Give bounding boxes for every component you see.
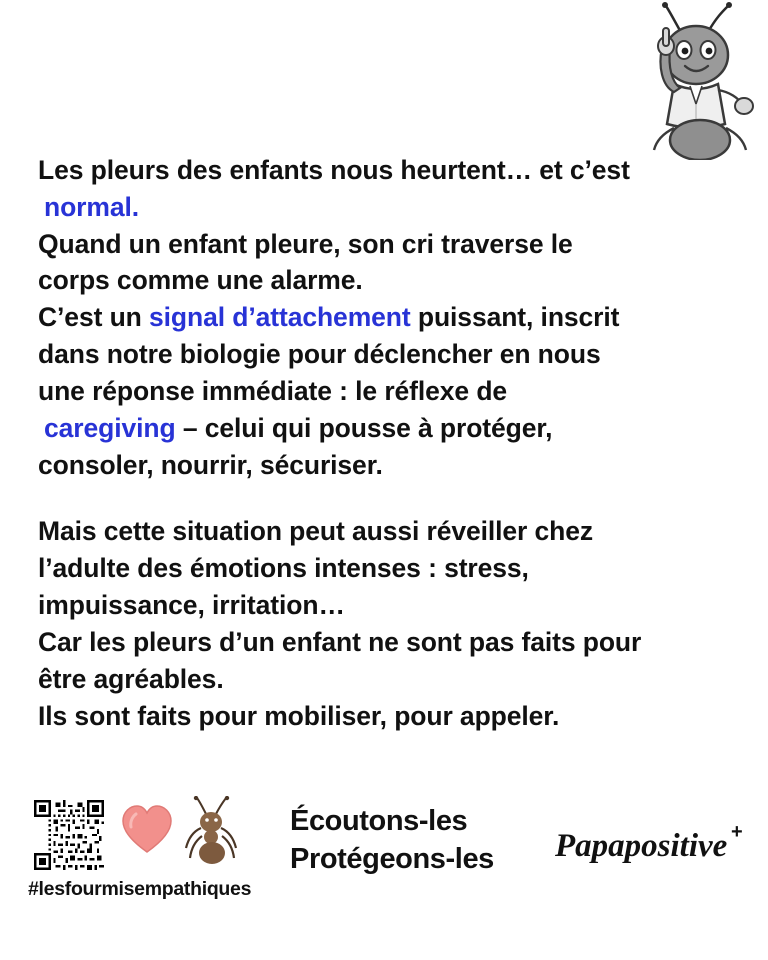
slogan-line-2: Protégeons-les (290, 843, 494, 876)
text-line: corps comme une alarme. (38, 265, 363, 296)
text-line: Les pleurs des enfants nous heurtent… et c’est (38, 155, 630, 185)
text-line: consoler, nourrir, sécuriser. (38, 449, 383, 480)
ant-icon (176, 796, 248, 866)
text-line: impuissance, irritation… (38, 590, 345, 621)
brand-plus-mark: + (731, 821, 743, 843)
text-line: l’adulte des émotions intenses : stress, (38, 553, 529, 584)
highlight-caregiving: caregiving (44, 412, 176, 443)
text-line: Ils sont faits pour mobiliser, pour appeler. (38, 700, 560, 731)
heart-icon (120, 802, 174, 856)
brand-wordmark: Papapositive (555, 828, 728, 864)
text-line: C’est un signal d’attachement puissant, inscrit (38, 302, 620, 333)
text-line: une réponse immédiate : le réflexe de (38, 375, 508, 406)
text-line: Quand un enfant pleure, son cri traverse le (38, 228, 573, 259)
footer (0, 792, 768, 932)
qr-code-icon[interactable] (34, 800, 104, 870)
text-line (38, 189, 728, 226)
text-line: caregiving – celui qui pousse à protéger, (44, 412, 553, 443)
slogan-line-1: Écoutons-les (290, 805, 468, 837)
text-line: être agréables. (38, 663, 224, 694)
highlight-normal: normal. (44, 191, 140, 222)
brand-logo (555, 818, 755, 874)
ant-mascot-icon (630, 0, 760, 160)
qr-code-link[interactable] (34, 800, 110, 870)
paragraph-1 (38, 152, 728, 483)
text-line: Mais cette situation peut aussi réveiller chez (38, 516, 594, 547)
slogan (290, 802, 494, 879)
hashtag-label: #lesfourmisempathiques (28, 878, 252, 900)
paragraph-2 (38, 513, 728, 734)
text-line: Car les pleurs d’un enfant ne sont pas faits pour (38, 626, 642, 657)
highlight-signal-attachement: signal d’attachement (149, 302, 411, 333)
main-text-block (38, 152, 728, 734)
text-line: dans notre biologie pour déclencher en nous (38, 339, 601, 370)
